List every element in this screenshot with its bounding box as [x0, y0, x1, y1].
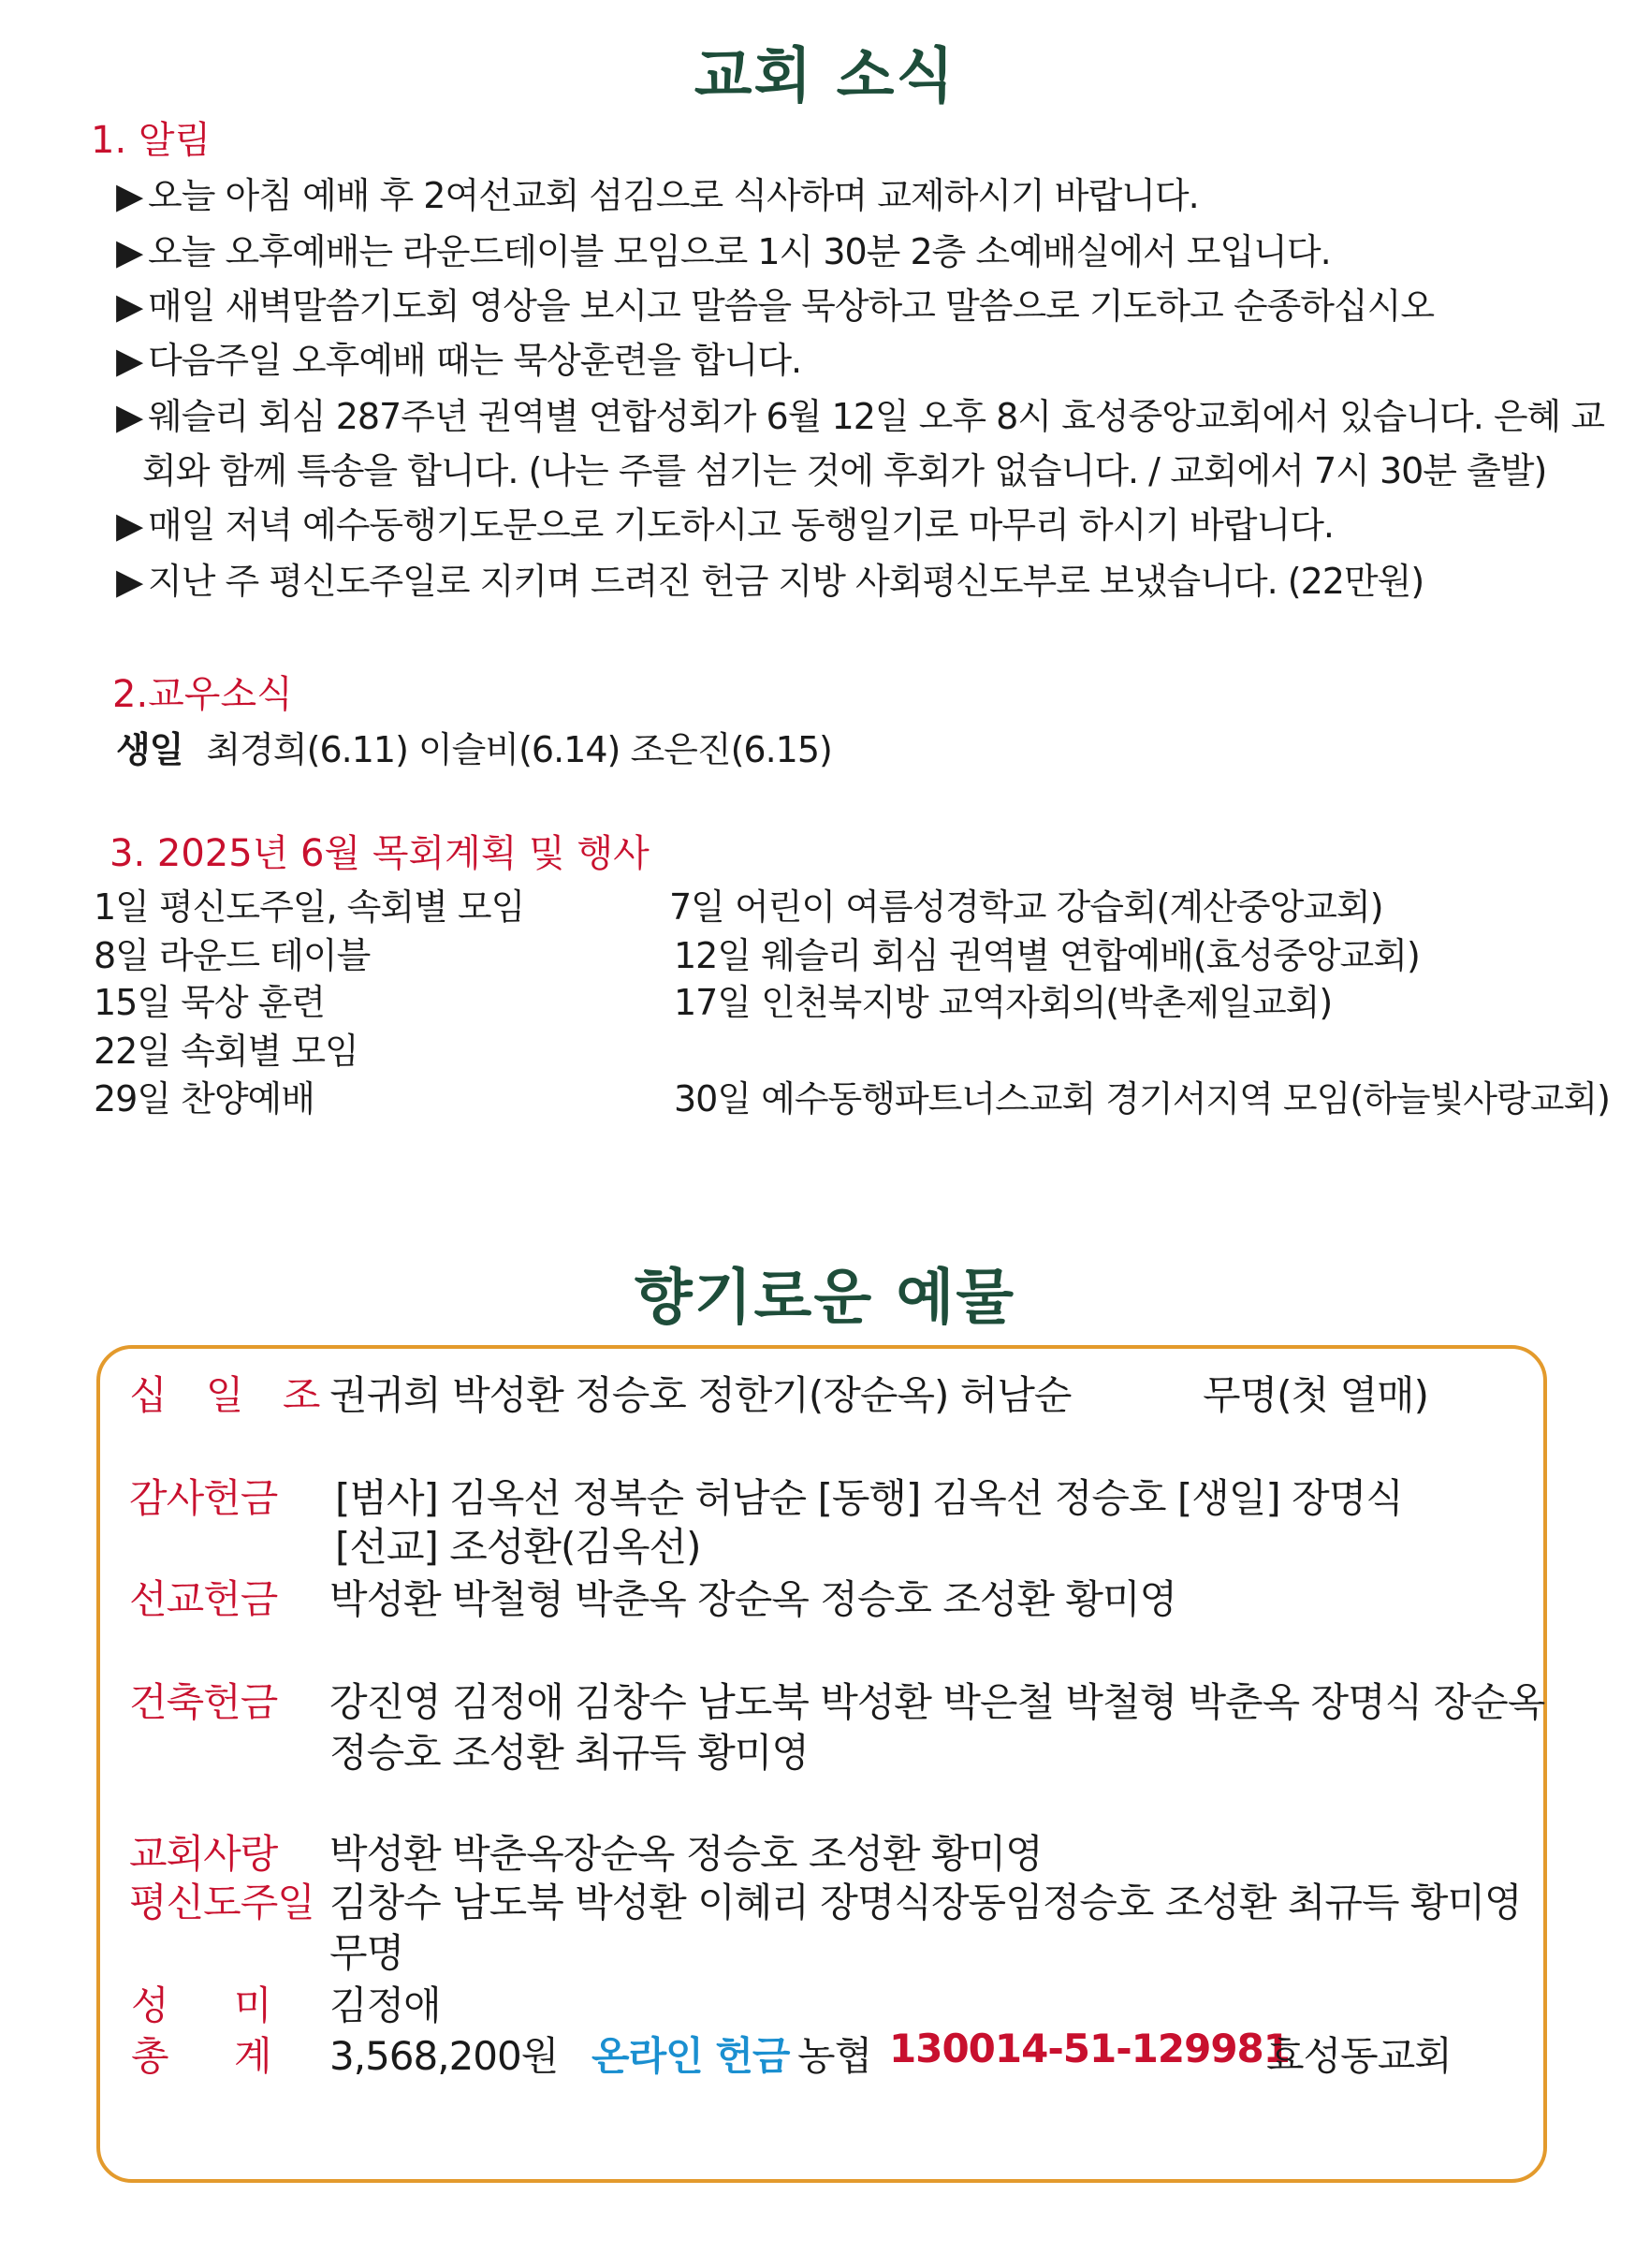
plan-right-item: 12일 웨슬리 회심 권역별 연합예배(효성중앙교회) — [674, 935, 1420, 976]
plan-heading: 3. 2025년 6월 목회계획 및 행사 — [110, 832, 650, 875]
birthday-label: 생일 — [116, 729, 183, 770]
thanks-line-1: [범사] 김옥선 정복순 허남순 [동행] 김옥선 정승호 [생일] 장명식 — [335, 1475, 1403, 1521]
plan-right-item: 30일 예수동행파트너스교회 경기서지역 모임(하늘빛사랑교회) — [674, 1078, 1610, 1119]
account-holder: 효성동교회 — [1266, 2033, 1452, 2079]
notice-item: ▶ 매일 새벽말씀기도회 영상을 보시고 말씀을 묵상하고 말씀으로 기도하고 순종하십시오 — [116, 285, 1435, 327]
building-line-2: 정승호 조성환 최규득 황미영 — [329, 1730, 809, 1776]
tithe-extra: 무명(첫 열매) — [1203, 1372, 1428, 1418]
triangle-bullet-icon: ▶ — [116, 231, 143, 272]
rice-label-2: 미 — [234, 1983, 271, 2028]
laity-sunday-line-2: 무명 — [329, 1930, 404, 1976]
triangle-bullet-icon: ▶ — [116, 285, 143, 327]
church-love-label: 교회사랑 — [129, 1831, 278, 1877]
tithe-label: 십 일 조 — [129, 1372, 334, 1418]
total-label-2: 계 — [234, 2033, 271, 2079]
laity-sunday-line-1: 김창수 남도북 박성환 이혜리 장명식장동임정승호 조성환 최규득 황미영 — [329, 1880, 1522, 1925]
bank-name: 농협 — [797, 2033, 872, 2079]
plan-right-item: 17일 인천북지방 교역자회의(박촌제일교회) — [674, 982, 1333, 1023]
online-offering-label: 온라인 헌금 — [591, 2033, 790, 2079]
news-title: 교회 소식 — [694, 42, 956, 111]
notice-item: ▶ 지난 주 평신도주일로 지키며 드려진 헌금 지방 사회평신도부로 보냈습니다. (22만원) — [116, 561, 1424, 602]
triangle-bullet-icon: ▶ — [116, 561, 143, 602]
notices-heading: 1. 알림 — [91, 119, 212, 162]
birthday-line — [116, 721, 832, 772]
mission-label: 선교헌금 — [129, 1576, 278, 1622]
triangle-bullet-icon: ▶ — [116, 505, 143, 546]
total-label-1: 총 — [131, 2033, 168, 2079]
triangle-bullet-icon: ▶ — [116, 175, 143, 216]
building-label: 건축헌금 — [129, 1679, 278, 1725]
plan-left-item: 1일 평신도주일, 속회별 모임 — [94, 886, 525, 928]
plan-left-item: 15일 묵상 훈련 — [94, 982, 326, 1023]
thanks-line-2: [선교] 조성환(김옥선) — [335, 1524, 701, 1570]
rice-names: 김정애 — [329, 1983, 441, 2028]
notice-item: ▶ 웨슬리 회심 287주년 권역별 연합성회가 6월 12일 오후 8시 효성중앙교회에서 있습니다. 은혜 교 — [116, 396, 1605, 437]
plan-right-item: 7일 어린이 여름성경학교 강습회(계산중앙교회) — [669, 886, 1383, 928]
thanks-label: 감사헌금 — [129, 1475, 278, 1521]
church-love-names: 박성환 박춘옥장순옥 정승호 조성환 황미영 — [329, 1831, 1043, 1877]
notice-item: ▶ 오늘 아침 예배 후 2여선교회 섬김으로 식사하며 교제하시기 바랍니다. — [116, 175, 1199, 216]
triangle-bullet-icon: ▶ — [116, 396, 143, 437]
building-line-1: 강진영 김정애 김창수 남도북 박성환 박은철 박철형 박춘옥 장명식 장순옥 — [329, 1679, 1545, 1725]
rice-label-1: 성 — [131, 1983, 168, 2028]
mission-names: 박성환 박철형 박춘옥 장순옥 정승호 조성환 황미영 — [329, 1576, 1177, 1622]
birthday-names: 최경희(6.11) 이슬비(6.14) 조은진(6.15) — [206, 729, 832, 770]
plan-left-item: 8일 라운드 테이블 — [94, 935, 371, 976]
members-heading: 2.교우소식 — [112, 673, 293, 716]
laity-sunday-label: 평신도주일 — [129, 1880, 314, 1925]
triangle-bullet-icon: ▶ — [116, 340, 143, 381]
notice-item-continuation: 회와 함께 특송을 합니다. (나는 주를 섬기는 것에 후회가 없습니다. / 교회에서 7시 30분 출발) — [142, 450, 1547, 491]
tithe-names: 권귀희 박성환 정승호 정한기(장순옥) 허남순 — [329, 1372, 1072, 1418]
total-amount: 3,568,200원 — [329, 2033, 559, 2079]
offering-title: 향기로운 예물 — [634, 1264, 1016, 1333]
plan-left-item: 22일 속회별 모임 — [94, 1031, 358, 1072]
notice-item: ▶ 매일 저녁 예수동행기도문으로 기도하시고 동행일기로 마무리 하시기 바랍니다. — [116, 505, 1334, 546]
notice-item: ▶ 다음주일 오후예배 때는 묵상훈련을 합니다. — [116, 340, 802, 381]
account-number: 130014-51-129981 — [889, 2026, 1290, 2071]
notice-item: ▶ 오늘 오후예배는 라운드테이블 모임으로 1시 30분 2층 소예배실에서 모입니다. — [116, 231, 1331, 272]
plan-left-item: 29일 찬양예배 — [94, 1078, 314, 1119]
